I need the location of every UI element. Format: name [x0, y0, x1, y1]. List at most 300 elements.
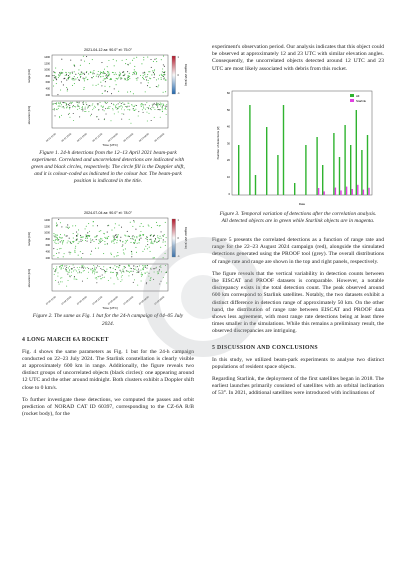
elevation-point [82, 281, 83, 282]
elevation-point [122, 102, 123, 103]
detection-point [125, 241, 126, 242]
detection-point [104, 234, 105, 235]
xtick-label: 04-13 06:00 [138, 133, 150, 143]
detection-point [80, 235, 81, 236]
detection-point [84, 79, 85, 80]
elevation-point [162, 107, 163, 108]
elevation-point [93, 270, 94, 271]
elevation-point [121, 103, 122, 104]
elevation-point [61, 269, 62, 270]
detection-point [108, 74, 109, 75]
elevation-point [57, 273, 58, 274]
elevation-point [166, 106, 167, 107]
elevation-point [127, 103, 128, 104]
detection-point [153, 235, 154, 236]
detection-point [114, 243, 115, 244]
detection-point [150, 235, 151, 236]
detection-point [104, 241, 105, 242]
elevation-point [137, 267, 138, 268]
ytick-label: 20 [226, 158, 230, 163]
detection-point [145, 246, 146, 247]
elevation-point [156, 105, 157, 106]
elevation-point [119, 106, 120, 107]
elevation-point [133, 271, 134, 272]
detection-point [86, 226, 87, 227]
detection-point [93, 72, 94, 73]
detection-point [107, 71, 108, 72]
detection-point [110, 79, 111, 80]
detection-point [108, 236, 109, 237]
detection-point [119, 225, 120, 226]
detection-point [101, 62, 102, 63]
detection-point [155, 239, 156, 240]
xtick-label: 04-12 12:00 [45, 133, 57, 143]
elevation-point [96, 278, 97, 279]
elevation-point [103, 267, 104, 268]
elevation-point [100, 279, 101, 280]
elevation-point [73, 105, 74, 106]
elevation-point [104, 119, 105, 120]
detection-point [125, 63, 126, 64]
elevation-point [101, 105, 102, 106]
elevation-point [78, 270, 79, 271]
elevation-point [95, 107, 96, 108]
detection-point [132, 236, 133, 237]
detection-point [122, 245, 123, 246]
bar-starlink [346, 186, 347, 194]
detection-point [156, 79, 157, 80]
detection-point [103, 71, 104, 72]
detection-point [147, 85, 148, 86]
elevation-point [155, 268, 156, 269]
elevation-point [55, 280, 56, 281]
detection-point [114, 239, 115, 240]
detection-point [119, 75, 120, 76]
legend-swatch-all [350, 94, 354, 97]
elevation-point [74, 106, 75, 107]
detection-point [136, 57, 137, 58]
detection-point [143, 75, 144, 76]
detection-point [124, 254, 125, 255]
elevation-point [79, 116, 80, 117]
detection-point [93, 70, 94, 71]
detection-point [69, 76, 70, 77]
detection-point [136, 80, 137, 81]
ytick-label: 800 [45, 238, 50, 242]
detection-point [156, 242, 157, 243]
detection-point [53, 240, 54, 241]
detection-point [66, 72, 67, 73]
detection-point [69, 73, 70, 74]
figure-1-elevation-detections [53, 102, 168, 124]
detection-point [116, 60, 117, 61]
detection-point [127, 240, 128, 241]
detection-point [61, 81, 62, 82]
detection-point [103, 253, 104, 254]
detection-point [97, 74, 98, 75]
detection-point [66, 80, 67, 81]
elevation-point [103, 270, 104, 271]
detection-point [146, 79, 147, 80]
elevation-point [69, 107, 70, 108]
detection-point [52, 75, 53, 76]
detection-point [134, 222, 135, 223]
detection-point [104, 91, 105, 92]
detection-point [134, 237, 135, 238]
elevation-point [71, 272, 72, 273]
detection-point [53, 236, 54, 237]
detection-point [63, 84, 64, 85]
elevation-point [118, 103, 119, 104]
ytick-label: 1000 [44, 68, 50, 72]
elevation-point [67, 271, 68, 272]
elevation-point [141, 105, 142, 106]
figure-1-bottom-panel [52, 101, 168, 128]
detection-point [159, 240, 160, 241]
detection-point [160, 236, 161, 237]
figure-2-yticks [44, 218, 50, 260]
detection-point [151, 241, 152, 242]
elevation-point [133, 106, 134, 107]
detection-point [79, 74, 80, 75]
elevation-point [149, 280, 150, 281]
elevation-point [66, 270, 67, 271]
colorbar-tick-label: -1 [177, 255, 180, 259]
bar-starlink [352, 189, 353, 195]
detection-point [127, 236, 128, 237]
elevation-point [138, 111, 139, 112]
elevation-point [91, 270, 92, 271]
detection-point [154, 74, 155, 75]
detection-point [57, 249, 58, 250]
detection-point [157, 86, 158, 87]
figure-2-colorbar-ticks [178, 219, 181, 258]
detection-point [55, 239, 56, 240]
elevation-point [96, 116, 97, 117]
figure-1-xlabel: Time [UTC] [102, 143, 118, 147]
detection-point [98, 71, 99, 72]
detection-point [91, 241, 92, 242]
detection-point [117, 236, 118, 237]
detection-point [60, 234, 61, 235]
detection-point [165, 222, 166, 223]
elevation-point [88, 272, 89, 273]
elevation-point [133, 269, 134, 270]
elevation-point [93, 265, 94, 266]
elevation-point [158, 104, 159, 105]
detection-point [75, 74, 76, 75]
elevation-point [121, 108, 122, 109]
detection-point [154, 59, 155, 60]
elevation-point [151, 120, 152, 121]
elevation-point [68, 268, 69, 269]
elevation-point [61, 267, 62, 268]
detection-point [78, 255, 79, 256]
figure-2-ylabel-bottom: elevation [km] [27, 269, 31, 288]
detection-point [156, 86, 157, 87]
bar-all [333, 133, 334, 195]
elevation-point [86, 102, 87, 103]
elevation-point [61, 104, 62, 105]
elevation-point [54, 108, 55, 109]
detection-point [130, 242, 131, 243]
bar-all [266, 127, 267, 195]
detection-point [89, 231, 90, 232]
figure-3-plot [212, 81, 384, 209]
detection-point [127, 231, 128, 232]
figure-2-colorbar-label: Doppler shift [km/s] [184, 227, 187, 250]
elevation-point [118, 268, 119, 269]
elevation-point [64, 102, 65, 103]
elevation-point [71, 275, 72, 276]
elevation-point [161, 272, 162, 273]
elevation-point [63, 268, 64, 269]
detection-point [151, 67, 152, 68]
figure-3-ylabel: Number of detections [#] [216, 126, 220, 160]
elevation-point [145, 265, 146, 266]
detection-point [107, 237, 108, 238]
elevation-point [68, 280, 69, 281]
detection-point [139, 240, 140, 241]
detection-point [104, 73, 105, 74]
elevation-point [83, 271, 84, 272]
detection-point [136, 252, 137, 253]
elevation-point [106, 103, 107, 104]
detection-point [72, 72, 73, 73]
elevation-point [77, 105, 78, 106]
detection-point [158, 241, 159, 242]
detection-point [93, 76, 94, 77]
detection-point [67, 225, 68, 226]
detection-point [88, 73, 89, 74]
detection-point [75, 248, 76, 249]
figure-1-xticks [46, 133, 166, 143]
elevation-point [123, 114, 124, 115]
elevation-point [93, 108, 94, 109]
detection-point [140, 75, 141, 76]
detection-point [151, 242, 152, 243]
elevation-point [53, 104, 54, 105]
detection-point [126, 59, 127, 60]
elevation-point [124, 109, 125, 110]
detection-point [125, 249, 126, 250]
detection-point [123, 71, 124, 72]
elevation-point [96, 279, 97, 280]
elevation-point [118, 108, 119, 109]
legend-swatch-starlink [350, 99, 354, 102]
detection-point [142, 235, 143, 236]
elevation-point [55, 272, 56, 273]
detection-point [75, 226, 76, 227]
detection-point [118, 235, 119, 236]
detection-point [80, 77, 81, 78]
detection-point [77, 234, 78, 235]
bar-starlink [340, 190, 341, 195]
elevation-point [110, 278, 111, 279]
bar-starlink [363, 189, 364, 194]
elevation-point [58, 282, 59, 283]
bar-all [339, 157, 340, 195]
detection-point [73, 241, 74, 242]
bar-all [305, 145, 306, 195]
elevation-point [162, 103, 163, 104]
detection-point [138, 243, 139, 244]
elevation-point [59, 284, 60, 285]
detection-point [157, 238, 158, 239]
detection-point [161, 79, 162, 80]
elevation-point [154, 269, 155, 270]
detection-point [135, 229, 136, 230]
elevation-point [159, 270, 160, 271]
elevation-point [135, 267, 136, 268]
detection-point [154, 241, 155, 242]
figure-1-ylabel-bottom: elevation [km] [27, 105, 31, 125]
elevation-point [77, 106, 78, 107]
elevation-point [156, 103, 157, 104]
detection-point [112, 241, 113, 242]
detection-point [102, 93, 103, 94]
detection-point [105, 238, 106, 239]
elevation-point [130, 268, 131, 269]
detection-point [65, 75, 66, 76]
detection-point [81, 72, 82, 73]
detection-point [101, 239, 102, 240]
detection-point [59, 249, 60, 250]
detection-point [67, 236, 68, 237]
left-column [22, 0, 194, 418]
elevation-point [79, 108, 80, 109]
elevation-point [128, 103, 129, 104]
elevation-point [138, 272, 139, 273]
detection-point [81, 241, 82, 242]
elevation-point [59, 105, 60, 106]
elevation-point [100, 276, 101, 277]
detection-point [56, 83, 57, 84]
detection-point [69, 254, 70, 255]
detection-point [92, 240, 93, 241]
elevation-point [62, 107, 63, 108]
detection-point [69, 252, 70, 253]
detection-point [74, 65, 75, 66]
ytick-label: 800 [45, 74, 50, 78]
detection-point [61, 238, 62, 239]
detection-point [62, 238, 63, 239]
elevation-point [121, 273, 122, 274]
detection-point [152, 70, 153, 71]
elevation-point [131, 269, 132, 270]
detection-point [112, 72, 113, 73]
elevation-point [165, 106, 166, 107]
detection-point [79, 80, 80, 81]
detection-point [157, 225, 158, 226]
detection-point [85, 77, 86, 78]
detection-point [54, 75, 55, 76]
detection-point [56, 79, 57, 80]
elevation-point [78, 102, 79, 103]
detection-point [131, 257, 132, 258]
detection-point [70, 72, 71, 73]
detection-point [163, 78, 164, 79]
elevation-point [160, 109, 161, 110]
elevation-point [159, 284, 160, 285]
detection-point [164, 234, 165, 235]
detection-point [104, 69, 105, 70]
elevation-point [143, 108, 144, 109]
elevation-point [138, 116, 139, 117]
detection-point [74, 66, 75, 67]
elevation-point [122, 113, 123, 114]
detection-point [61, 241, 62, 242]
elevation-point [92, 105, 93, 106]
elevation-point [109, 106, 110, 107]
elevation-point [74, 267, 75, 268]
detection-point [164, 71, 165, 72]
detection-point [151, 74, 152, 75]
detection-point [154, 73, 155, 74]
detection-point [74, 83, 75, 84]
detection-point [78, 243, 79, 244]
detection-point [53, 256, 54, 257]
elevation-point [101, 279, 102, 280]
detection-point [92, 73, 93, 74]
elevation-point [66, 286, 67, 287]
elevation-point [129, 106, 130, 107]
elevation-point [133, 266, 134, 267]
elevation-point [143, 107, 144, 108]
figure-1 [22, 44, 194, 185]
elevation-point [61, 115, 62, 116]
detection-point [132, 60, 133, 61]
detection-point [116, 84, 117, 85]
elevation-point [114, 266, 115, 267]
elevation-point [148, 276, 149, 277]
detection-point [116, 256, 117, 257]
detection-point [132, 74, 133, 75]
detection-point [58, 240, 59, 241]
elevation-point [165, 107, 166, 108]
figure-3-caption: Figure 3. Temporal variation of detections after the correlation analysis. All detected objects are in green while Starlink objects are in magenta. [219, 210, 377, 224]
elevation-point [73, 113, 74, 114]
detection-point [149, 240, 150, 241]
detection-point [151, 235, 152, 236]
elevation-point [129, 109, 130, 110]
detection-point [120, 241, 121, 242]
elevation-point [83, 268, 84, 269]
detection-point [163, 92, 164, 93]
detection-point [54, 77, 55, 78]
detection-point [89, 236, 90, 237]
elevation-point [121, 277, 122, 278]
detection-point [54, 237, 55, 238]
elevation-point [68, 272, 69, 273]
elevation-point [145, 104, 146, 105]
section-4-paragraph-2: To further investigate these detections, we computed the passes and orbit prediction of NORAD CAT ID 60397, corresponding to the CZ-6A R/B (rocket body), for the [22, 396, 194, 418]
elevation-point [113, 272, 114, 273]
detection-point [123, 250, 124, 251]
detection-point [69, 242, 70, 243]
elevation-point [66, 271, 67, 272]
detection-point [100, 71, 101, 72]
detection-point [111, 242, 112, 243]
detection-point [157, 236, 158, 237]
elevation-point [116, 267, 117, 268]
detection-point [164, 66, 165, 67]
detection-point [133, 239, 134, 240]
detection-point [122, 246, 123, 247]
ytick-label: 60 [226, 90, 230, 95]
detection-point [134, 73, 135, 74]
detection-point [140, 82, 141, 83]
